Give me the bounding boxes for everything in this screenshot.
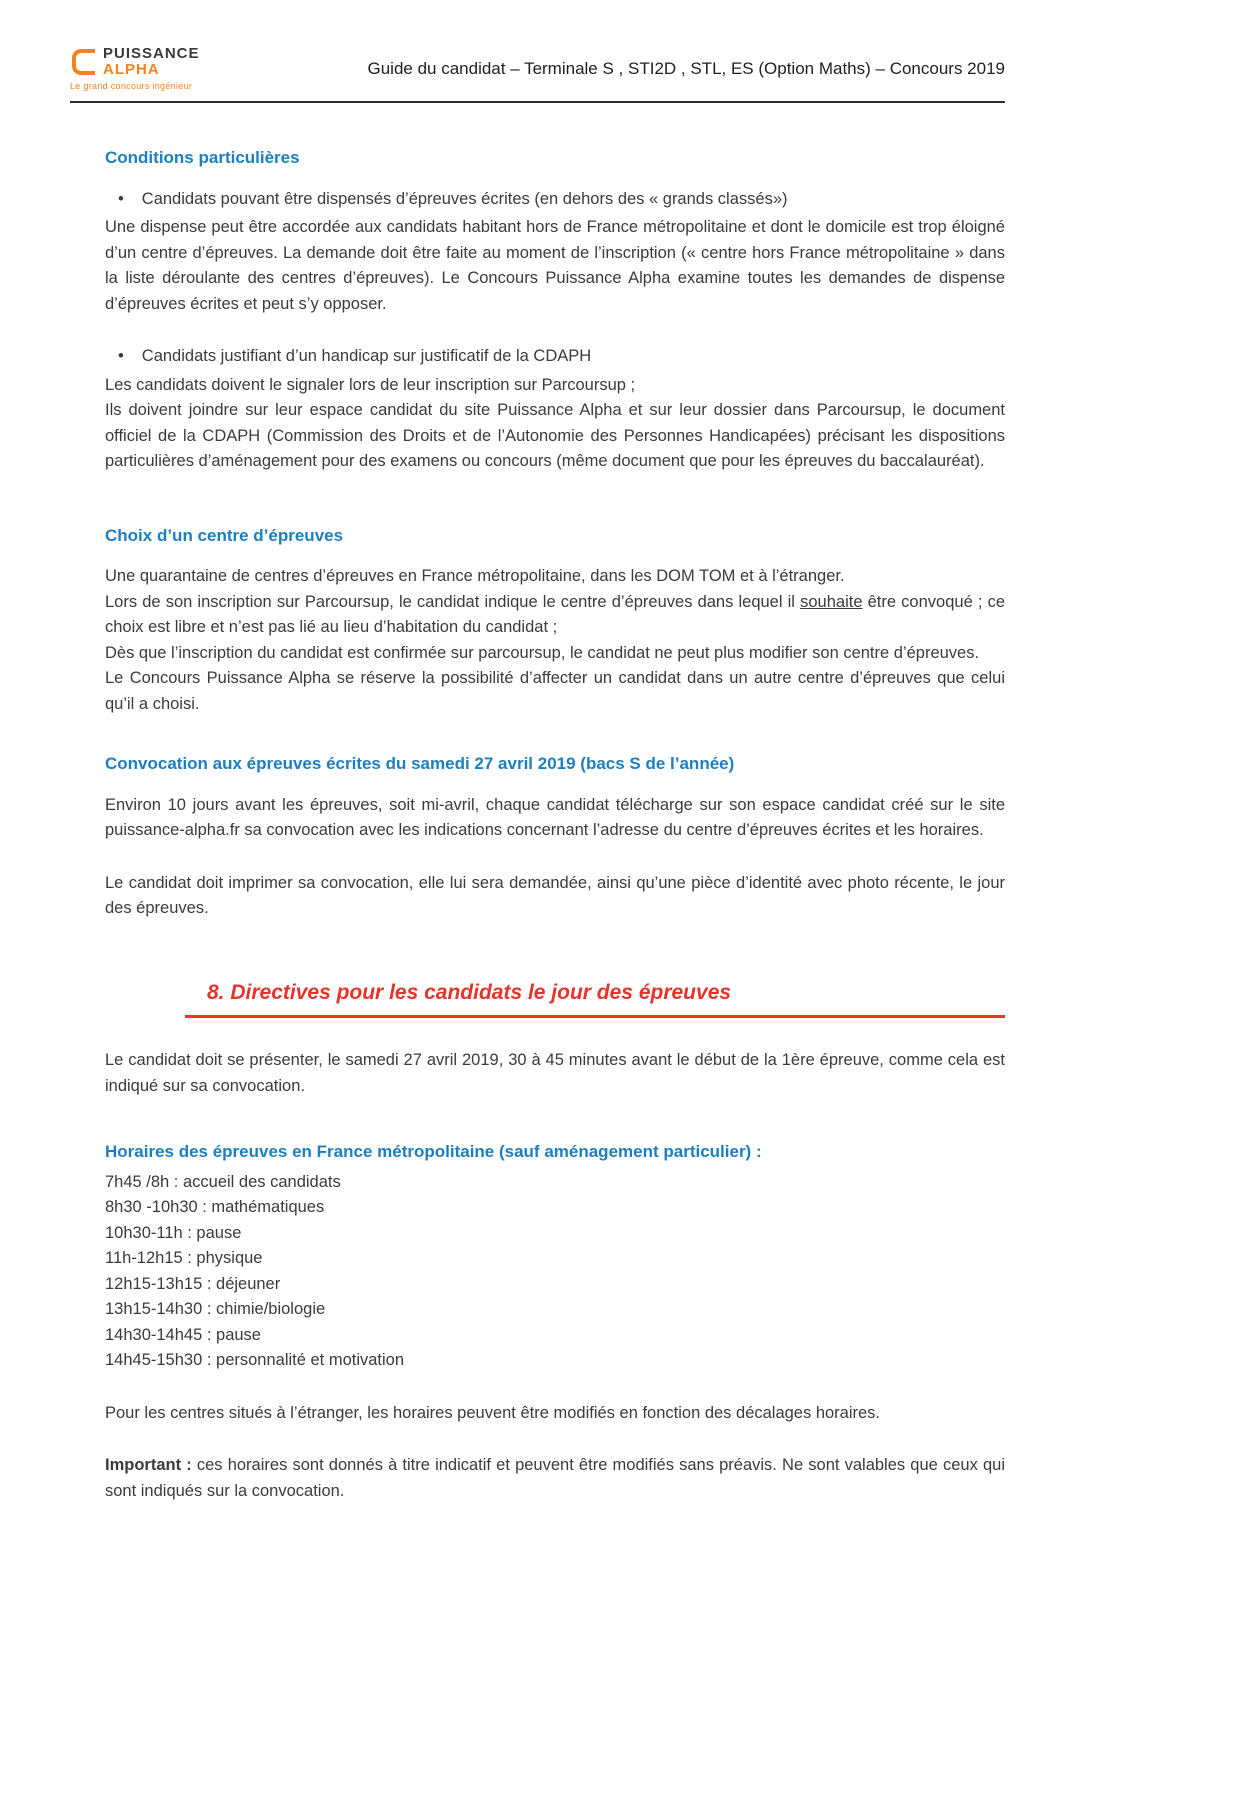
section-heading-convocation: Convocation aux épreuves écrites du samedi 27 avril 2019 (bacs S de l’année) (105, 754, 735, 773)
important-text: ces horaires sont donnés à titre indicatif et peuvent être modifiés sans préavis. Ne sont valables que ceux qui sont indiqués sur la convocation. (105, 1456, 1005, 1500)
section-centre (105, 523, 1005, 718)
section-horaires (105, 1139, 1005, 1504)
paragraph-centre-3: Dès que l’inscription du candidat est confirmée sur parcoursup, le candidat ne peut plus modifier son centre d’épreuves. (105, 643, 980, 662)
paragraph-convocation-1: Environ 10 jours avant les épreuves, soit mi-avril, chaque candidat télécharge sur son espace candidat créé sur le site puissance-alpha.fr sa convocation avec les indications concernant l’adresse du centre d’épreuves écrites et les horaires. (105, 795, 1005, 839)
schedule-list (105, 1170, 1005, 1374)
directives-heading-block (185, 980, 1005, 1019)
page-header (70, 46, 1005, 103)
logo-wordmark (103, 46, 200, 78)
bullet-item-handicap (105, 344, 1005, 370)
paragraph-centre-2 (105, 590, 1005, 641)
section-heading-conditions: Conditions particulières (105, 148, 300, 167)
section-heading-directives: 8. Directives pour les candidats le jour des épreuves (207, 980, 732, 1004)
paragraph-etranger: Pour les centres situés à l’étranger, les horaires peuvent être modifiés en fonction des décalages horaires. (105, 1403, 881, 1422)
paragraph-centre-4: Le Concours Puissance Alpha se réserve la possibilité d’affecter un candidat dans un autre centre d’épreuves que celui qu’il a choisi. (105, 669, 1005, 713)
important-label: Important : (105, 1456, 192, 1474)
section-convocation (105, 751, 1005, 922)
paragraph-fragment: être convoqué ; ce choix est libre et n’est pas lié au lieu d’habitation du candidat ; (105, 592, 1005, 636)
logo-icon (70, 47, 96, 77)
schedule-line: 14h45-15h30 : personnalité et motivation (105, 1351, 405, 1369)
schedule-line: 11h-12h15 : physique (105, 1249, 263, 1267)
section-heading-horaires: Horaires des épreuves en France métropolitaine (sauf aménagement particulier) : (105, 1142, 762, 1161)
document-body (105, 145, 1005, 1504)
paragraph-centre-1: Une quarantaine de centres d’épreuves en France métropolitaine, dans les DOM TOM et à l’étranger. (105, 567, 845, 585)
schedule-line: 8h30 -10h30 : mathématiques (105, 1198, 325, 1216)
paragraph-handicap-1: Les candidats doivent le signaler lors de leur inscription sur Parcoursup ; (105, 375, 636, 394)
schedule-line: 12h15-13h15 : déjeuner (105, 1274, 281, 1293)
underlined-word: souhaite (800, 592, 863, 611)
section-heading-centre: Choix d’un centre d’épreuves (105, 525, 344, 545)
logo-wordmark-line1: PUISSANCE (103, 45, 200, 62)
paragraph-directives-1: Le candidat doit se présenter, le samedi 27 avril 2019, 30 à 45 minutes avant le début de la 1ère épreuve, comme cela est indiqué sur sa convocation. (105, 1051, 1005, 1095)
bullet-text: • Candidats pouvant être dispensés d’épreuves écrites (en dehors des « grands classés») (141, 189, 788, 208)
section-conditions (105, 145, 1005, 475)
document-page (0, 46, 1241, 1504)
schedule-line: 13h15-14h30 : chimie/biologie (105, 1300, 326, 1318)
paragraph-important (105, 1453, 1005, 1504)
schedule-line: 14h30-14h45 : pause (105, 1325, 261, 1344)
paragraph-handicap-2: Ils doivent joindre sur leur espace candidat du site Puissance Alpha et sur leur dossier dans Parcoursup, le document officiel de la CDAPH (Commission des Droits et de l’Autonomie des Personnes Handicapées) précisant les dispositions particulières d’aménagement pour des examens ou concours (même document que pour les épreuves du baccalauréat). (105, 401, 1005, 470)
schedule-line: 7h45 /8h : accueil des candidats (105, 1172, 341, 1191)
bullet-item-dispense (105, 187, 1005, 213)
paragraph-convocation-2: Le candidat doit imprimer sa convocation, elle lui sera demandée, ainsi qu’une pièce d’identité avec photo récente, le jour des épreuves. (105, 873, 1005, 917)
document-title: Guide du candidat – Terminale S , STI2D , STL, ES (Option Maths) – Concours 2019 (367, 58, 1005, 78)
logo-tagline: Le grand concours ingénieur (70, 81, 193, 91)
puissance-alpha-logo (70, 46, 200, 91)
section-directives (105, 980, 1005, 1100)
logo-wordmark-line2: ALPHA (103, 61, 160, 78)
schedule-line: 10h30-11h : pause (105, 1223, 242, 1242)
paragraph-dispense: Une dispense peut être accordée aux candidats habitant hors de France métropolitaine et dont le domicile est trop éloigné d’un centre d’épreuves. La demande doit être faite au moment de l’inscription (« centre hors France métropolitaine » dans la liste déroulante des centres d’épreuves). Le Concours Puissance Alpha examine toutes les demandes de dispense d’épreuves écrites et peut s’y opposer. (105, 218, 1005, 313)
paragraph-fragment: Lors de son inscription sur Parcoursup, le candidat indique le centre d’épreuves dans lequel il (105, 592, 801, 611)
bullet-text: • Candidats justifiant d’un handicap sur justificatif de la CDAPH (141, 347, 592, 365)
